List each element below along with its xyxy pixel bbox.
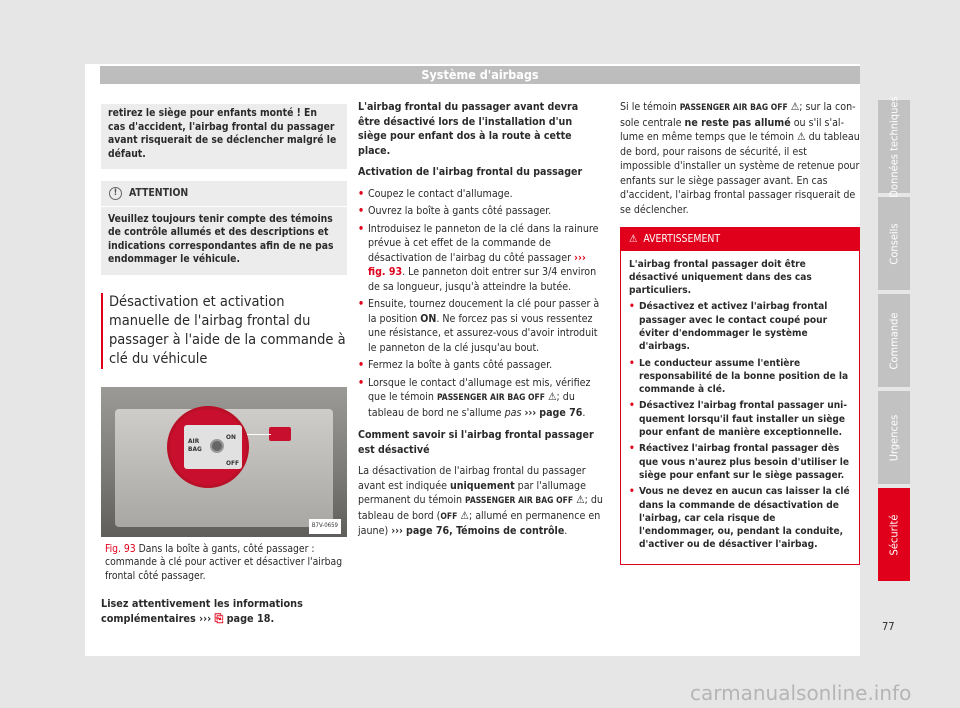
caption-text: Dans la boîte à gants, côté passager : commande à clé pour activer et désactiver l'airbag frontal côté passager. [105, 542, 343, 582]
tab-label: Urgences [887, 414, 901, 461]
col2-title: L'airbag frontal du passager avant devra être désactivé lors de l'installation d'un siège pour enfant dos à la route à cette place. [358, 101, 579, 157]
warning-triangle-icon: ⚠ [629, 233, 638, 245]
tab-label: Données techniques [887, 95, 901, 198]
figure-caption [101, 543, 347, 584]
console-paragraph: Si le témoin PASSENGER AIR BAG OFF ⚠; sur la console centrale ne reste pas allumé ou s'il s'allume en même temps que le témoin ⚠ du tableau de bord, pour raisons de sécurité, il est impossible d'installer un système de retenue pour enfants sur le siège passager avant. En cas d'accident, l'airbag frontal passager risquerait de se déclencher. [620, 101, 860, 216]
emphasis-uniquement: uniquement [449, 479, 515, 492]
attention-text: Veuillez toujours tenir compte des témoins de contrôle allumés et des descriptions et indications correspondantes afin de ne pas endommager le véhicule. [108, 212, 334, 265]
emphasis-text: ne reste pas allumé [684, 116, 791, 129]
column-middle [358, 100, 603, 546]
paragraph-text: du tableau de bord, pour raisons de sécurité, il est impossible d'installer un système de retenue pour enfants sur le siège passager avant. En cas d'accident, l'airbag frontal passager risquerait de se déclencher. [620, 131, 860, 216]
airbag-warning-icon: ⚠ [797, 131, 806, 143]
know-text: La désactivation de l'airbag frontal du passager avant est indiquée [358, 465, 586, 492]
activation-heading: Activation de l'airbag frontal du passager [358, 166, 583, 178]
tab-commande[interactable] [878, 294, 910, 387]
list-item: • Fermez la boîte à gants côté passager. [358, 358, 603, 373]
warning-header [621, 228, 859, 251]
know-heading: Comment savoir si l'airbag frontal passager est désactivé [358, 429, 594, 456]
airbag-off-icon: ⚠ [790, 101, 800, 113]
list-item: • Le conducteur assume l'entière responsabilité de la bonne position de la commande à clé. [629, 357, 851, 397]
arrow-icon: ››› [199, 611, 212, 625]
airbag-off-icon: ⚠ [548, 391, 557, 403]
passenger-airbag-off-label: PASSENGER AIR BAG OFF [679, 103, 788, 113]
figure-label-air: AIR [188, 436, 200, 445]
passenger-airbag-off-label: PASSENGER AIR BAG OFF [436, 393, 545, 403]
warning-continuation-box [101, 104, 347, 169]
page-reference-link[interactable]: page 76 [539, 406, 583, 419]
tab-urgences[interactable] [878, 391, 910, 484]
key-slot-icon [210, 439, 224, 453]
warning-label: AVERTISSEMENT [643, 233, 721, 245]
pointer-line [247, 434, 271, 435]
attention-header [101, 181, 347, 207]
airbag-off-icon: ⚠ [460, 509, 469, 522]
list-item [358, 222, 603, 295]
list-item: • Réactivez l'airbag frontal passager dès que vous n'aurez plus besoin d'utiliser le siège pour enfant sur le siège passager. [629, 442, 851, 482]
tab-label: Commande [887, 312, 901, 369]
column-right [620, 100, 860, 565]
warning-intro: L'airbag frontal passager doit être désactivé uniquement dans des cas particuliers. [629, 258, 812, 297]
airbag-off-icon: ⚠ [576, 494, 585, 506]
know-text: par l'allumage permanent du témoin [358, 479, 586, 506]
list-item-text: Introduisez le panneton de la clé dans la rainure prévue à cet effet de la commande de désactivation de l'airbag du côté passager [368, 222, 599, 264]
list-item: • Vous ne devez en aucun cas laisser la clé dans la commande de désactivation de l'airbag, car cela risque de l'endommager, ou, pendant la conduite, d'activer ou de désactiver l'airbag. [629, 485, 851, 551]
figure-tag: B7V-0659 [309, 519, 341, 534]
attention-label: ATTENTION [129, 187, 189, 199]
more-info-text: Lisez attentivement les informations complémentaires [101, 597, 303, 625]
figure-93 [101, 387, 347, 537]
list-item: • Lorsque le contact d'allumage est mis, vérifiez que le témoin PASSENGER AIR BAG OFF ⚠; du tableau de bord ne s'allume pas ››› page 76. [358, 376, 603, 421]
list-item: • Désactivez l'airbag frontal passager uniquement lorsqu'il faut installer un siège pour enfant de manière exceptionnelle. [629, 399, 851, 439]
switch-location-marker [269, 427, 291, 441]
tab-securite[interactable] [878, 488, 910, 581]
arrow-icon: ››› [391, 525, 403, 537]
tab-conseils[interactable] [878, 197, 910, 290]
airbag-switch-panel [184, 425, 242, 469]
page-reference-link[interactable]: page 76, Témoins de contrôle [406, 525, 565, 537]
know-paragraph: La désactivation de l'airbag frontal du passager avant est indiquée uniquement par l'allumage permanent du témoin PASSENGER AIR BAG OFF ⚠; du tableau de bord (OFF ⚠; allumé en permanence en jaune) ››› page 76, Témoins de contrôle. [358, 465, 603, 537]
figure-label-off: OFF [226, 458, 239, 467]
attention-icon: ! [109, 187, 122, 200]
list-item: • Désactivez et activez l'airbag frontal passager avec le contact coupé pour éviter d'endommager le système d'airbags. [629, 300, 851, 353]
on-label: ON [420, 312, 437, 325]
know-text: allumé en permanence en jaune) [358, 509, 601, 537]
arrow-icon: ››› [524, 406, 537, 419]
arrow-icon: ››› [574, 251, 586, 264]
list-item-text: du tableau de bord ne s'allume [368, 391, 575, 419]
emphasis-pas: pas [504, 406, 522, 419]
warning-body [621, 251, 859, 564]
list-item-text: Lorsque le contact d'allumage est mis, vérifiez que le témoin [368, 376, 591, 403]
more-info-link[interactable]: page 18. [226, 611, 275, 625]
list-item: • Coupez le contact d'allumage. [358, 187, 603, 202]
watermark: carmanualsonline.info [690, 681, 912, 705]
list-item: • Ouvrez la boîte à gants côté passager. [358, 204, 603, 219]
list-item-text: . Le panneton doit entrer sur 3/4 environ de sa longueur, jusqu'à atteindre la butée. [368, 266, 597, 293]
tab-label: Conseils [887, 222, 901, 265]
list-item-text: Ensuite, tournez doucement la clé pour passer à la position [368, 298, 600, 325]
paragraph-text: Si le témoin [620, 101, 677, 113]
attention-box [101, 181, 347, 275]
tab-label: Sécurité [887, 514, 901, 555]
paragraph-text: sur la console centrale [620, 101, 856, 129]
caption-number: Fig. 93 [105, 542, 136, 555]
book-icon: ⎘ [214, 611, 224, 625]
passenger-airbag-off-label: PASSENGER AIR BAG OFF [465, 496, 574, 506]
list-item [358, 297, 603, 355]
figure-label-on: ON [226, 432, 236, 441]
key-switch-inset [167, 406, 249, 488]
section-title: Désactivation et activation manuelle de l'airbag frontal du passager à l'aide de la commande à clé du véhicule [101, 293, 347, 369]
tab-donnees-techniques[interactable] [878, 95, 910, 198]
page-number: 77 [882, 620, 895, 633]
paragraph-text: ou s'il s'allume en même temps que le témoin [620, 116, 845, 143]
know-text: du tableau de bord ( [358, 494, 603, 522]
warning-continuation-text: retirez le siège pour enfants monté ! En cas d'accident, l'airbag frontal du passager avant risquerait de se déclencher malgré le défaut. [108, 107, 337, 160]
off-label: OFF [440, 511, 458, 522]
fig-reference-link[interactable]: fig. 93 [368, 266, 403, 278]
column-left [101, 104, 347, 633]
list-item-text: . Ne forcez pas si vous ressentez une résistance, et assurez-vous d'avoir introduit le panneton de la clé jusqu'au bout. [368, 312, 598, 354]
page-header: Système d'airbags [100, 66, 860, 84]
warning-box [620, 227, 860, 565]
figure-label-bag: BAG [188, 444, 202, 453]
more-info [101, 597, 347, 626]
